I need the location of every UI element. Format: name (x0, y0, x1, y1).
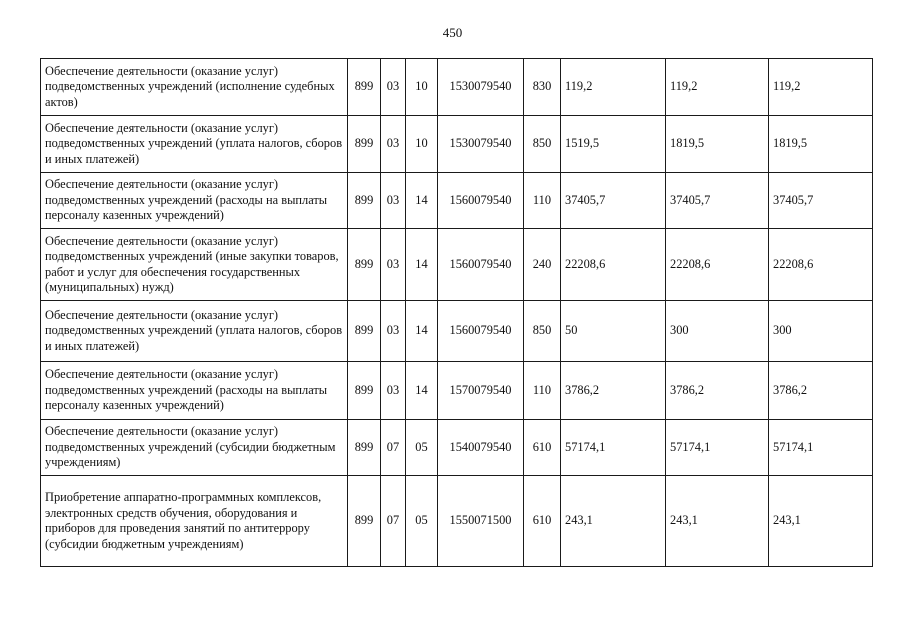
vr-cell: 610 (524, 476, 561, 567)
page-number: 450 (442, 25, 463, 40)
csr-cell: 1530079540 (438, 59, 524, 116)
ved-cell: 899 (348, 420, 381, 476)
sum-year2-cell: 3786,2 (666, 362, 769, 420)
pr-cell: 05 (406, 420, 438, 476)
sum-year2-cell: 243,1 (666, 476, 769, 567)
ved-cell: 899 (348, 229, 381, 301)
sum-year3-cell: 37405,7 (769, 173, 873, 229)
vr-cell: 610 (524, 420, 561, 476)
sum-year2-cell: 37405,7 (666, 173, 769, 229)
vr-cell: 830 (524, 59, 561, 116)
rz-cell: 07 (381, 476, 406, 567)
sum-year2-cell: 300 (666, 301, 769, 362)
sum-year1-cell: 3786,2 (561, 362, 666, 420)
csr-cell: 1560079540 (438, 301, 524, 362)
sum-year2-cell: 22208,6 (666, 229, 769, 301)
sum-year3-cell: 1819,5 (769, 116, 873, 173)
sum-year3-cell: 300 (769, 301, 873, 362)
table-row (41, 362, 873, 420)
pr-cell: 14 (406, 301, 438, 362)
sum-year3-cell: 22208,6 (769, 229, 873, 301)
vr-cell: 110 (524, 173, 561, 229)
ved-cell: 899 (348, 59, 381, 116)
pr-cell: 14 (406, 362, 438, 420)
table-row (41, 476, 873, 567)
sum-year3-cell: 243,1 (769, 476, 873, 567)
ved-cell: 899 (348, 301, 381, 362)
row-name-cell: Обеспечение деятельности (оказание услуг) подведомственных учреждений (расходы на выплаты персоналу казенных учреждений) (41, 362, 348, 420)
row-name-cell: Обеспечение деятельности (оказание услуг) подведомственных учреждений (уплата налогов, сборов и иных платежей) (41, 116, 348, 173)
rz-cell: 07 (381, 420, 406, 476)
csr-cell: 1540079540 (438, 420, 524, 476)
vr-cell: 850 (524, 116, 561, 173)
sum-year1-cell: 57174,1 (561, 420, 666, 476)
table-row (41, 420, 873, 476)
ved-cell: 899 (348, 116, 381, 173)
row-name-cell: Обеспечение деятельности (оказание услуг) подведомственных учреждений (исполнение судебных актов) (41, 59, 348, 116)
row-name-cell: Обеспечение деятельности (оказание услуг) подведомственных учреждений (уплата налогов, сборов и иных платежей) (41, 301, 348, 362)
table-row (41, 173, 873, 229)
sum-year3-cell: 119,2 (769, 59, 873, 116)
rz-cell: 03 (381, 362, 406, 420)
vr-cell: 110 (524, 362, 561, 420)
sum-year1-cell: 243,1 (561, 476, 666, 567)
pr-cell: 10 (406, 59, 438, 116)
sum-year1-cell: 37405,7 (561, 173, 666, 229)
table-row (41, 301, 873, 362)
ved-cell: 899 (348, 362, 381, 420)
pr-cell: 14 (406, 229, 438, 301)
vr-cell: 850 (524, 301, 561, 362)
sum-year2-cell: 57174,1 (666, 420, 769, 476)
sum-year1-cell: 1519,5 (561, 116, 666, 173)
sum-year1-cell: 119,2 (561, 59, 666, 116)
vr-cell: 240 (524, 229, 561, 301)
table-row (41, 59, 873, 116)
pr-cell: 14 (406, 173, 438, 229)
rz-cell: 03 (381, 59, 406, 116)
table-row (41, 229, 873, 301)
table-row (41, 116, 873, 173)
rz-cell: 03 (381, 173, 406, 229)
row-name-cell: Обеспечение деятельности (оказание услуг) подведомственных учреждений (расходы на выплаты персоналу казенных учреждений) (41, 173, 348, 229)
table-body (41, 59, 873, 567)
sum-year2-cell: 119,2 (666, 59, 769, 116)
rz-cell: 03 (381, 116, 406, 173)
row-name-cell: Приобретение аппаратно-программных комплексов, электронных средств обучения, оборудования и приборов для проведения занятий по антитеррору (субсидии бюджетным учреждениям) (41, 476, 348, 567)
ved-cell: 899 (348, 476, 381, 567)
pr-cell: 05 (406, 476, 438, 567)
csr-cell: 1560079540 (438, 229, 524, 301)
sum-year1-cell: 50 (561, 301, 666, 362)
rz-cell: 03 (381, 301, 406, 362)
budget-table (40, 58, 873, 567)
ved-cell: 899 (348, 173, 381, 229)
row-name-cell: Обеспечение деятельности (оказание услуг) подведомственных учреждений (субсидии бюджетным учреждениям) (41, 420, 348, 476)
sum-year2-cell: 1819,5 (666, 116, 769, 173)
row-name-cell: Обеспечение деятельности (оказание услуг) подведомственных учреждений (иные закупки товаров, работ и услуг для обеспечения государственных (муниципальных) нужд) (41, 229, 348, 301)
csr-cell: 1570079540 (438, 362, 524, 420)
pr-cell: 10 (406, 116, 438, 173)
csr-cell: 1530079540 (438, 116, 524, 173)
csr-cell: 1560079540 (438, 173, 524, 229)
rz-cell: 03 (381, 229, 406, 301)
sum-year1-cell: 22208,6 (561, 229, 666, 301)
csr-cell: 1550071500 (438, 476, 524, 567)
sum-year3-cell: 57174,1 (769, 420, 873, 476)
sum-year3-cell: 3786,2 (769, 362, 873, 420)
